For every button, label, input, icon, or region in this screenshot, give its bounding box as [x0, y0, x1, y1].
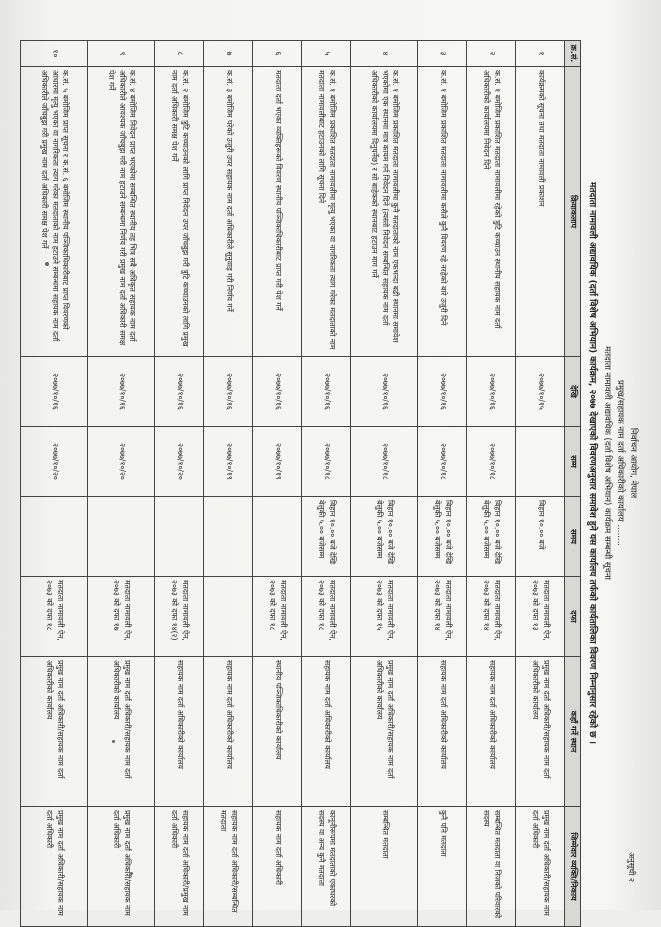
header-line-3: मतदाता नामावली अद्यावधिक (दर्ता विशेष अभियान) कार्यक्रम सम्बन्धी सूचना	[602, 346, 612, 580]
cell-responsible: सहायक नाम दर्ता अधिकारी/प्रमुख नाम दर्ता अधिकारी	[155, 807, 204, 927]
cell-place: सहायक नाम दर्ता अधिकारीको कार्यालय	[204, 657, 253, 807]
cell-responsible: प्रमुख नाम दर्ता अधिकारी/सहायक नाम दर्ता अधिकारी	[21, 807, 88, 927]
table-row	[21, 41, 88, 927]
rotated-document	[40, 40, 639, 919]
cell-time: बिहान १०.०० बजे देखि बेलुकी ५.०० बजेसम्म	[351, 497, 418, 577]
cell-sn: १	[516, 41, 565, 67]
cell-place: प्रमुख नाम दर्ता अधिकारी/सहायक नाम दर्ता अधिकारीको कार्यालय	[351, 657, 418, 807]
col-header-place: कहाँ गर्ने स्थान	[565, 657, 581, 807]
cell-place: सहायक नाम दर्ता अधिकारीको कार्यालय	[418, 657, 467, 807]
col-header-from: देखि	[565, 357, 581, 427]
cell-to: २०७७/१०/१८	[418, 427, 467, 497]
annex-label: अनुसूची २	[627, 852, 636, 882]
col-header-time: समय	[565, 497, 581, 577]
table-row	[88, 41, 155, 927]
cell-from: २०७७/१०/१६	[418, 357, 467, 427]
cell-place: सहायक नाम दर्ता अधिकारीको कार्यालय	[302, 657, 351, 807]
cell-sn: ३	[418, 41, 467, 67]
cell-responsible: प्रमुख नाम दर्ता अधिकारी/सहायक नाम दर्ता अधिकारी	[516, 807, 565, 927]
table-row	[351, 41, 418, 927]
cell-sn: ४	[351, 41, 418, 67]
cell-section: मतदाता नामावली ऐन, २०७३ को दफा १४(२)	[155, 577, 204, 657]
cell-from: २०७७/१०/१६	[351, 357, 418, 427]
cell-responsible: सम्बन्धित मतदाता वा निजको परिवारको सदस्य	[467, 807, 516, 927]
cell-sn: ७	[204, 41, 253, 67]
cell-activity: क.सं. ४ बमोजिम निवेदन प्राप्त भएकोमा सम्बन्धित स्थानीय तह भित्र सबै अधिकृत सहायक नाम दर्ता अधिकारीले आवश्यक जाँचबुझ गरी नाम हटाउने सम्बन्धमा निर्णय गरी प्रमुख नाम दर्ता अधिकारी समक्ष पेश गर्ने	[88, 67, 155, 357]
cell-time	[155, 497, 204, 577]
table-row	[253, 41, 302, 927]
cell-to: २०७७/१०/२०	[21, 427, 88, 497]
cell-section: मतदाता नामावली ऐन, २०७३ को दफा १८	[21, 577, 88, 657]
cell-section: मतदाता नामावली ऐन, २०७३ को दफा १७	[88, 577, 155, 657]
cell-to: २०७७/१०/२०	[155, 427, 204, 497]
cell-sn: ५	[302, 41, 351, 67]
cell-activity: क.सं. २ बमोजिम त्रुटि कच्चाउनको लागि प्राप्त निवेदन उपर जाँचबुझ गरी त्रुटि कच्चाउनको लागि प्रमुख नाम दर्ता अधिकारी समक्ष पेश गर्ने	[155, 67, 204, 357]
cell-from: २०७७/१०/१६	[302, 357, 351, 427]
header-line-1: निर्वाचन आयोग, नेपाल	[628, 427, 638, 499]
cell-place: स्थानीय पञ्जिकाधिकारीको कार्यालय	[253, 657, 302, 807]
col-header-responsible: जिम्मेवार व्यक्ति/निकाय	[565, 807, 581, 927]
cell-from: २०७७/१०/१६	[253, 357, 302, 427]
schedule-table	[21, 40, 582, 927]
cell-activity: क.सं. १ बमोजिम प्रकाशित मतदाता नामावलीमा कुनै मतदाताको नाम एकभन्दा बढी स्थानमा समावेश भएकोमा एक स्थानमा मात्र कायम गर्न निवेदन दिने (त्यस्तो निवेदन सम्बन्धित सहायक नाम दर्ता अधिकारीको कार्यालयमा दिनुपर्नेछ) र सो बाहेकको स्थानबाट हटाउन माग गर्ने	[351, 67, 418, 357]
table-row	[467, 41, 516, 927]
header-line-2: प्रमुख/सहायक नाम दर्ता अधिकारीको कार्यालय ........	[615, 380, 625, 546]
cell-sn: २	[467, 41, 516, 67]
cell-time: बिहान १०.०० बजे देखि बेलुकी ५.०० बजेसम्म	[467, 497, 516, 577]
cell-section	[204, 577, 253, 657]
cell-activity: मतदाता दर्ता भएका व्यक्तिहरूको विवरण स्थानीय पञ्जिकाधिकारीबाट प्राप्त गरी पेश गर्ने	[253, 67, 302, 357]
cell-section: मतदाता नामावली ऐन, २०७३ को दफा १३	[516, 577, 565, 657]
cell-from: २०७७/१०/१५	[516, 357, 565, 427]
cell-to: २०७७/१०/१९	[253, 427, 302, 497]
cell-activity: कार्यक्रमको सूचना तथा मतदाता नामावली प्रकाशन	[516, 67, 565, 357]
cell-from: २०७७/१०/१६	[21, 357, 88, 427]
cell-time	[21, 497, 88, 577]
col-header-activity: क्रियाकलाप	[565, 67, 581, 357]
cell-activity: क.सं. १ बमोजिम प्रकाशित मतदाता नामावलीमा कसैले कुनै विवरण रहे नरहेको बारे उजुरी दिने	[418, 67, 467, 357]
cell-responsible: सहायक नाम दर्ता अधिकारी/सम्बन्धित मतदाता	[204, 807, 253, 927]
cell-responsible: सम्बन्धित मतदाता	[351, 807, 418, 927]
cell-from: २०७७/१०/१६	[204, 357, 253, 427]
cell-section: मतदाता नामावली ऐन, २०७३ को दफा १४	[467, 577, 516, 657]
cell-time: बिहान १०.०० बजे	[516, 497, 565, 577]
cell-time	[253, 497, 302, 577]
cell-sn: ९	[88, 41, 155, 67]
cell-to: २०७७/१०/२०	[88, 427, 155, 497]
cell-time	[204, 497, 253, 577]
cell-to: २०७७/१०/१८	[351, 427, 418, 497]
cell-time: बिहान १०.०० बजे देखि बेलुकी ५.०० बजेसम्म	[302, 497, 351, 577]
cell-sn: १०	[21, 41, 88, 67]
table-row	[302, 41, 351, 927]
cell-responsible: सहायक नाम दर्ता अधिकारी	[253, 807, 302, 927]
cell-place: सहायक नाम दर्ता अधिकारीको कार्यालय	[155, 657, 204, 807]
header-line-4: मतदाता नामावली अद्यावधिक (दर्ता विशेष अभियान) कार्यक्रम, २०७७ देखाएको विवरणअनुसार समावेश हुने यस कार्यालय तर्फको कार्यतालिका विवरण निम्नानुसार रहेको छ ।	[587, 182, 597, 744]
cell-to: २०७७/१०/१८	[467, 427, 516, 497]
table-row	[155, 41, 204, 927]
cell-from: २०७७/१०/१६	[88, 357, 155, 427]
table-row	[418, 41, 467, 927]
cell-section: मतदाता नामावली ऐन, २०७३ को दफा १५	[351, 577, 418, 657]
cell-place: प्रमुख नाम दर्ता अधिकारी/सहायक नाम दर्ता अधिकारीको कार्यालय	[88, 657, 155, 807]
cell-responsible: कुनै पनि मतदाता	[418, 807, 467, 927]
cell-time: बिहान १०.०० बजे देखि बेलुकी ५.०० बजेसम्म	[418, 497, 467, 577]
cell-responsible: कानूनीरूपमा मतदाताको एकाघरको सदस्य वा अन्य कुनै मतदाता	[302, 807, 351, 927]
cell-from: २०७७/१०/१६	[155, 357, 204, 427]
col-header-sn: क्र.सं.	[565, 41, 581, 67]
cell-section: मतदाता नामावली ऐन, २०७३ को दफा १८	[253, 577, 302, 657]
cell-to	[516, 427, 565, 497]
cell-place: सहायक नाम दर्ता अधिकारीको कार्यालय	[467, 657, 516, 807]
table-row	[204, 41, 253, 927]
col-header-section: दफा	[565, 577, 581, 657]
cell-from: २०७७/१०/१६	[467, 357, 516, 427]
cell-activity: क.सं. १ बमोजिम प्रकाशित मतदाता नामावलीमा रहेको त्रुटि कच्चाउन स्थानीय सहायक नाम दर्ता अधिकारीको कार्यालयमा निवेदन दिने	[467, 67, 516, 357]
cell-to: २०७७/१०/१८	[302, 427, 351, 497]
table-header-row	[565, 41, 581, 927]
cell-place: प्रमुख नाम दर्ता अधिकारी/सहायक नाम दर्ता अधिकारीको कार्यालय	[21, 657, 88, 807]
table-row	[516, 41, 565, 927]
cell-sn: ८	[155, 41, 204, 67]
cell-section: मतदाता नामावली ऐन, २०७३ को दफा १४	[418, 577, 467, 657]
cell-activity: क.सं. ५ बमोजिम प्राप्त सूचना र क.सं. ६ बमोजिम स्थानीय पञ्जिकाधिकारीबाट प्राप्त विवरणको आधारमा मृत्यु भएका वा नागरिकता त्याग गरेका मतदाताको नाम हटाउने सम्बन्धमा सहायक नाम दर्ता अधिकारीले जाँचबुझ गरी प्रमुख नाम दर्ता अधिकारी समक्ष पेश गर्ने	[21, 67, 88, 357]
cell-sn: ६	[253, 41, 302, 67]
cell-section: मतदाता नामावली ऐन, २०७३ को दफा १८	[302, 577, 351, 657]
cell-to: २०७७/१०/१९	[204, 427, 253, 497]
cell-responsible: प्रमुख नाम दर्ता अधिकारी/सहायक नाम दर्ता अधिकारी	[88, 807, 155, 927]
col-header-to: सम्म	[565, 427, 581, 497]
cell-time	[88, 497, 155, 577]
cell-activity: क.सं. १ बमोजिम प्रकाशित मतदाता नामावलीमा मृत्यु भएका वा नागरिकता त्याग गरेका मतदाताको नाम मतदाता नामावलीबाट हटाउनको लागि सूचना दिने	[302, 67, 351, 357]
document-header	[585, 40, 639, 886]
cell-activity: क.सं. ३ बमोजिम परेको उजुरी उपर सहायक नाम दर्ता अधिकारीले सुनुवाइ गरी निर्णय गर्ने	[204, 67, 253, 357]
cell-place: प्रमुख नाम दर्ता अधिकारी/सहायक नाम दर्ता अधिकारीको कार्यालय	[516, 657, 565, 807]
